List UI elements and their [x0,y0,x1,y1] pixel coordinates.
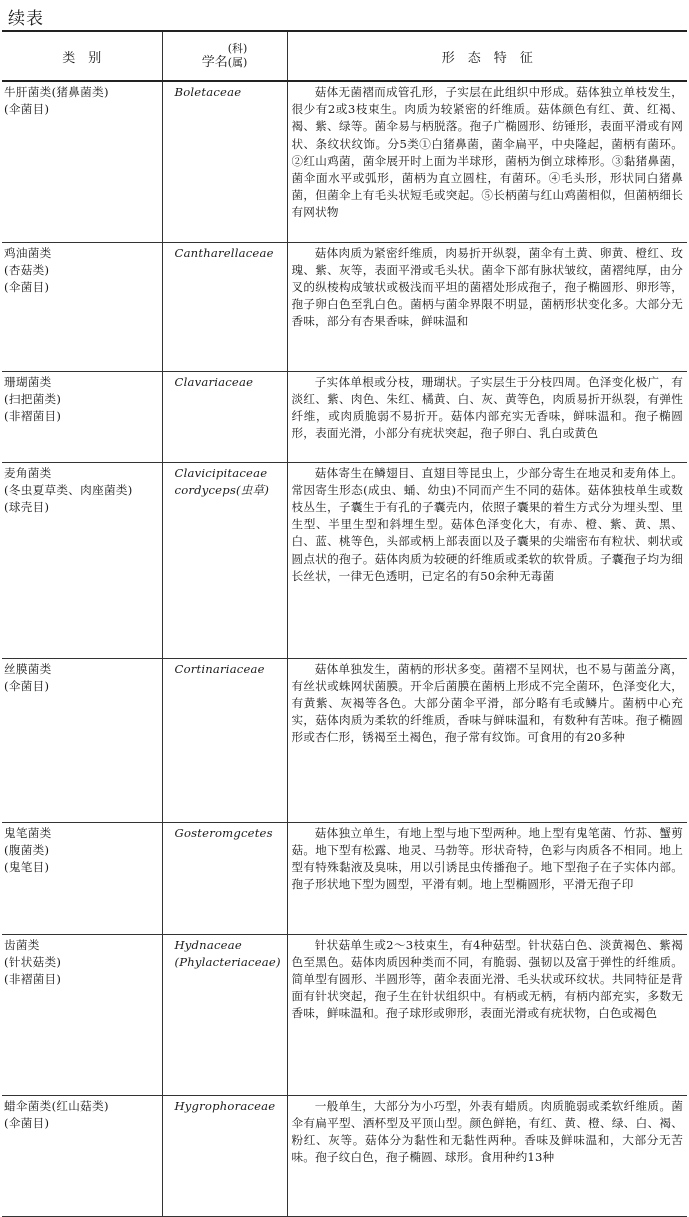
scientific-name-cell [162,371,287,462]
scientific-name-line: (Phylacteriaceae) [174,954,281,969]
scientific-name-line: Clavicipitaceae [174,465,268,480]
table-header-row [2,31,687,81]
features-cell: 菇体独立单生，有地上型与地下型两种。地上型有鬼笔菌、竹荪、蟹剪菇。地下型有松露、地灵、马勃等。形状奇特，色彩与肉质各不相同。地上型有特殊黏液及臭味，用以引诱昆虫传播孢子。地下型孢子在子实体内部。孢子形状地下型为圆型，平滑有刺。地上型椭圆形，平滑无孢子印 [287,822,687,934]
scientific-name-line: Hydnaceae [174,937,242,952]
features-cell: 菇体肉质为紧密纤维质，肉易折开纵裂，菌伞有土黄、卵黄、橙红、玫瑰、紫、灰等，表面平滑或毛头状。菌伞下部有脉状皱纹，菌褶纯厚，由分叉的纵棱构成皱状或极浅而平坦的菌褶处形成孢子，孢子椭圆形、卵形等，孢子卵白色至乳白色。菌柄与菌伞界限不明显，菌柄形状变化多。大部分无香味，部分有杏果香味，鲜味温和 [287,242,687,371]
table-row [2,371,687,462]
mushroom-classification-table [2,30,687,1217]
scientific-name-cell [162,1095,287,1216]
category-line: 鬼笔菌类 [4,825,52,840]
table-row [2,242,687,371]
category-line: (伞菌目) [4,102,50,117]
features-cell: 针状菇单生或2～3枝束生，有4种菇型。针状菇白色、淡黄褐色、紫褐色至黑色。菇体肉质因种类而不同，有脆弱、强韧以及富于弹性的纤维质。简单型有圆形、半圆形等，菌伞表面光滑、毛头状或环纹状。共同特征是背面有针状突起，孢子生在针状组织中。有柄或无柄，有柄内部充实，多数无香味，鲜味温和。孢子球形或卵形，表面光滑或有疣状物，白色或褐色 [287,934,687,1095]
category-line: (鬼笔目) [4,859,50,874]
table-row [2,934,687,1095]
scientific-name-cell [162,934,287,1095]
table-caption: 续表 [8,9,44,29]
scientific-name-line: Cortinariaceae [174,661,265,676]
category-line: (非褶菌目) [4,971,62,986]
features-cell: 菇体寄生在鳞翅目、直翅目等昆虫上，少部分寄生在地灵和麦角体上。常因寄生形态(成虫、蛹、幼虫)不同而产生不同的菇体。菇体独枝单生或数枝丛生，子囊生于有孔的子囊壳内，依照子囊果的着生方式分为埋头型、里生型、半里生型和斜埋生型。菇体色泽变化大，有赤、橙、紫、黄、黑、白、蓝、桃等色，头部或柄上部表面以及子囊果的尖端密布有粒状、刺状或圆点状的孢子。菇体肉质为较硬的纤维质或柔软的软骨质。子囊孢子均为细长丝状，一律无色透明，已定名的有50余种无毒菌 [287,462,687,658]
category-line: (杏菇类) [4,262,50,277]
category-line: 鸡油菌类 [4,245,52,260]
category-cell [2,462,162,658]
category-cell [2,822,162,934]
category-line: (非褶菌目) [4,408,62,423]
category-cell [2,242,162,371]
scientific-name-line: Hygrophoraceae [174,1098,276,1113]
features-cell: 菇体单独发生，菌柄的形状多变。菌褶不呈网状，也不易与菌盖分离，有丝状或蛛网状菌膜。开伞后菌膜在菌柄上形成不完全菌环，色泽变化大，有黄紫、灰褐等各色。大部分菌伞平滑，部分略有毛或鳞片。菌柄中心充实，菇体肉质为柔软的纤维质，香味与鲜味温和，有数种有苦味。孢子椭圆形或杏仁形，锈褐至土褐色，孢子常有纹饰。可食用的有20多种 [287,658,687,822]
scientific-name-line: Boletaceae [174,85,242,99]
category-line: (球壳目) [4,499,50,514]
header-sci-name: 学名 (科) (属) [162,31,287,81]
category-line: 麦角菌类 [4,465,52,480]
scientific-name-cell [162,658,287,822]
category-cell [2,1095,162,1216]
category-line: (伞菌目) [4,279,50,294]
category-cell [2,934,162,1095]
category-line: (伞菌目) [4,1115,50,1130]
scientific-name-cell [162,242,287,371]
features-cell: 菇体无菌褶而成管孔形，子实层在此组织中形成。菇体独立单枝发生，很少有2或3枝束生。肉质为较紧密的纤维质。菇体颜色有红、黄、红褐、褐、紫、绿等。菌伞易与柄脱落。孢子广椭圆形、纺锤形，表面平滑或有网状、条纹状纹饰。分5类①白猪鼻菌，菌伞扁平，中央隆起，菌柄有菌环。②红山鸡菌，菌伞展开时上面为半球形，菌柄为倒立球棒形。③黏猪鼻菌，菌伞面水平或弧形，菌柄为直立圆柱，有菌环。④毛头形，形状同白猪鼻菌，但菌伞上有毛头状短毛或突起。⑤长柄菌与红山鸡菌相似，但菌柄细长有网状物 [287,81,687,242]
category-line: (扫把菌类) [4,391,62,406]
category-line: 珊瑚菌类 [4,374,52,389]
category-line: (腹菌类) [4,842,50,857]
header-category: 类 别 [2,31,162,81]
category-line: 牛肝菌类(猪鼻菌类) [4,85,109,99]
category-cell [2,371,162,462]
features-cell: 子实体单根或分枝，珊瑚状。子实层生于分枝四周。色泽变化极广，有淡红、紫、肉色、朱红、橘黄、白、灰、黄等色，肉质易折开纵裂，有弹性纤维，或肉质脆弱不易折开。菇体内部充实无香味，鲜味温和。孢子椭圆形，表面光滑，小部分有疣状突起，孢子卵白、乳白或黄色 [287,371,687,462]
table-row [2,822,687,934]
table-row [2,462,687,658]
scientific-name-line: Cantharellaceae [174,245,274,260]
category-line: 丝膜菌类 [4,661,52,676]
category-line: 蜡伞菌类(红山菇类) [4,1098,109,1113]
table-row [2,1095,687,1216]
category-cell [2,658,162,822]
table-row [2,81,687,242]
category-line: 齿菌类 [4,937,40,952]
scientific-name-cell [162,462,287,658]
category-line: (伞菌目) [4,678,50,693]
scientific-name-line: Gosteromgcetes [174,825,273,840]
scientific-name-cell [162,81,287,242]
scientific-name-line: Clavariaceae [174,374,254,389]
category-line: (针状菇类) [4,954,62,969]
features-cell: 一般单生，大部分为小巧型，外表有蜡质。肉质脆弱或柔软纤维质。菌伞有扁平型、酒杯型及平顶山型。颜色鲜艳，有红、黄、橙、绿、白、褐、粉红、灰等。菇体分为黏性和无黏性两种。香味及鲜味温和，大部分无苦味。孢子纹白色，孢子椭圆、球形。食用种约13种 [287,1095,687,1216]
table-row [2,658,687,822]
category-line: (冬虫夏草类、肉座菌类) [4,482,133,497]
scientific-name-cell [162,822,287,934]
header-features: 形 态 特 征 [287,31,687,81]
scientific-name-line: cordyceps(虫草) [174,482,270,497]
category-cell [2,81,162,242]
